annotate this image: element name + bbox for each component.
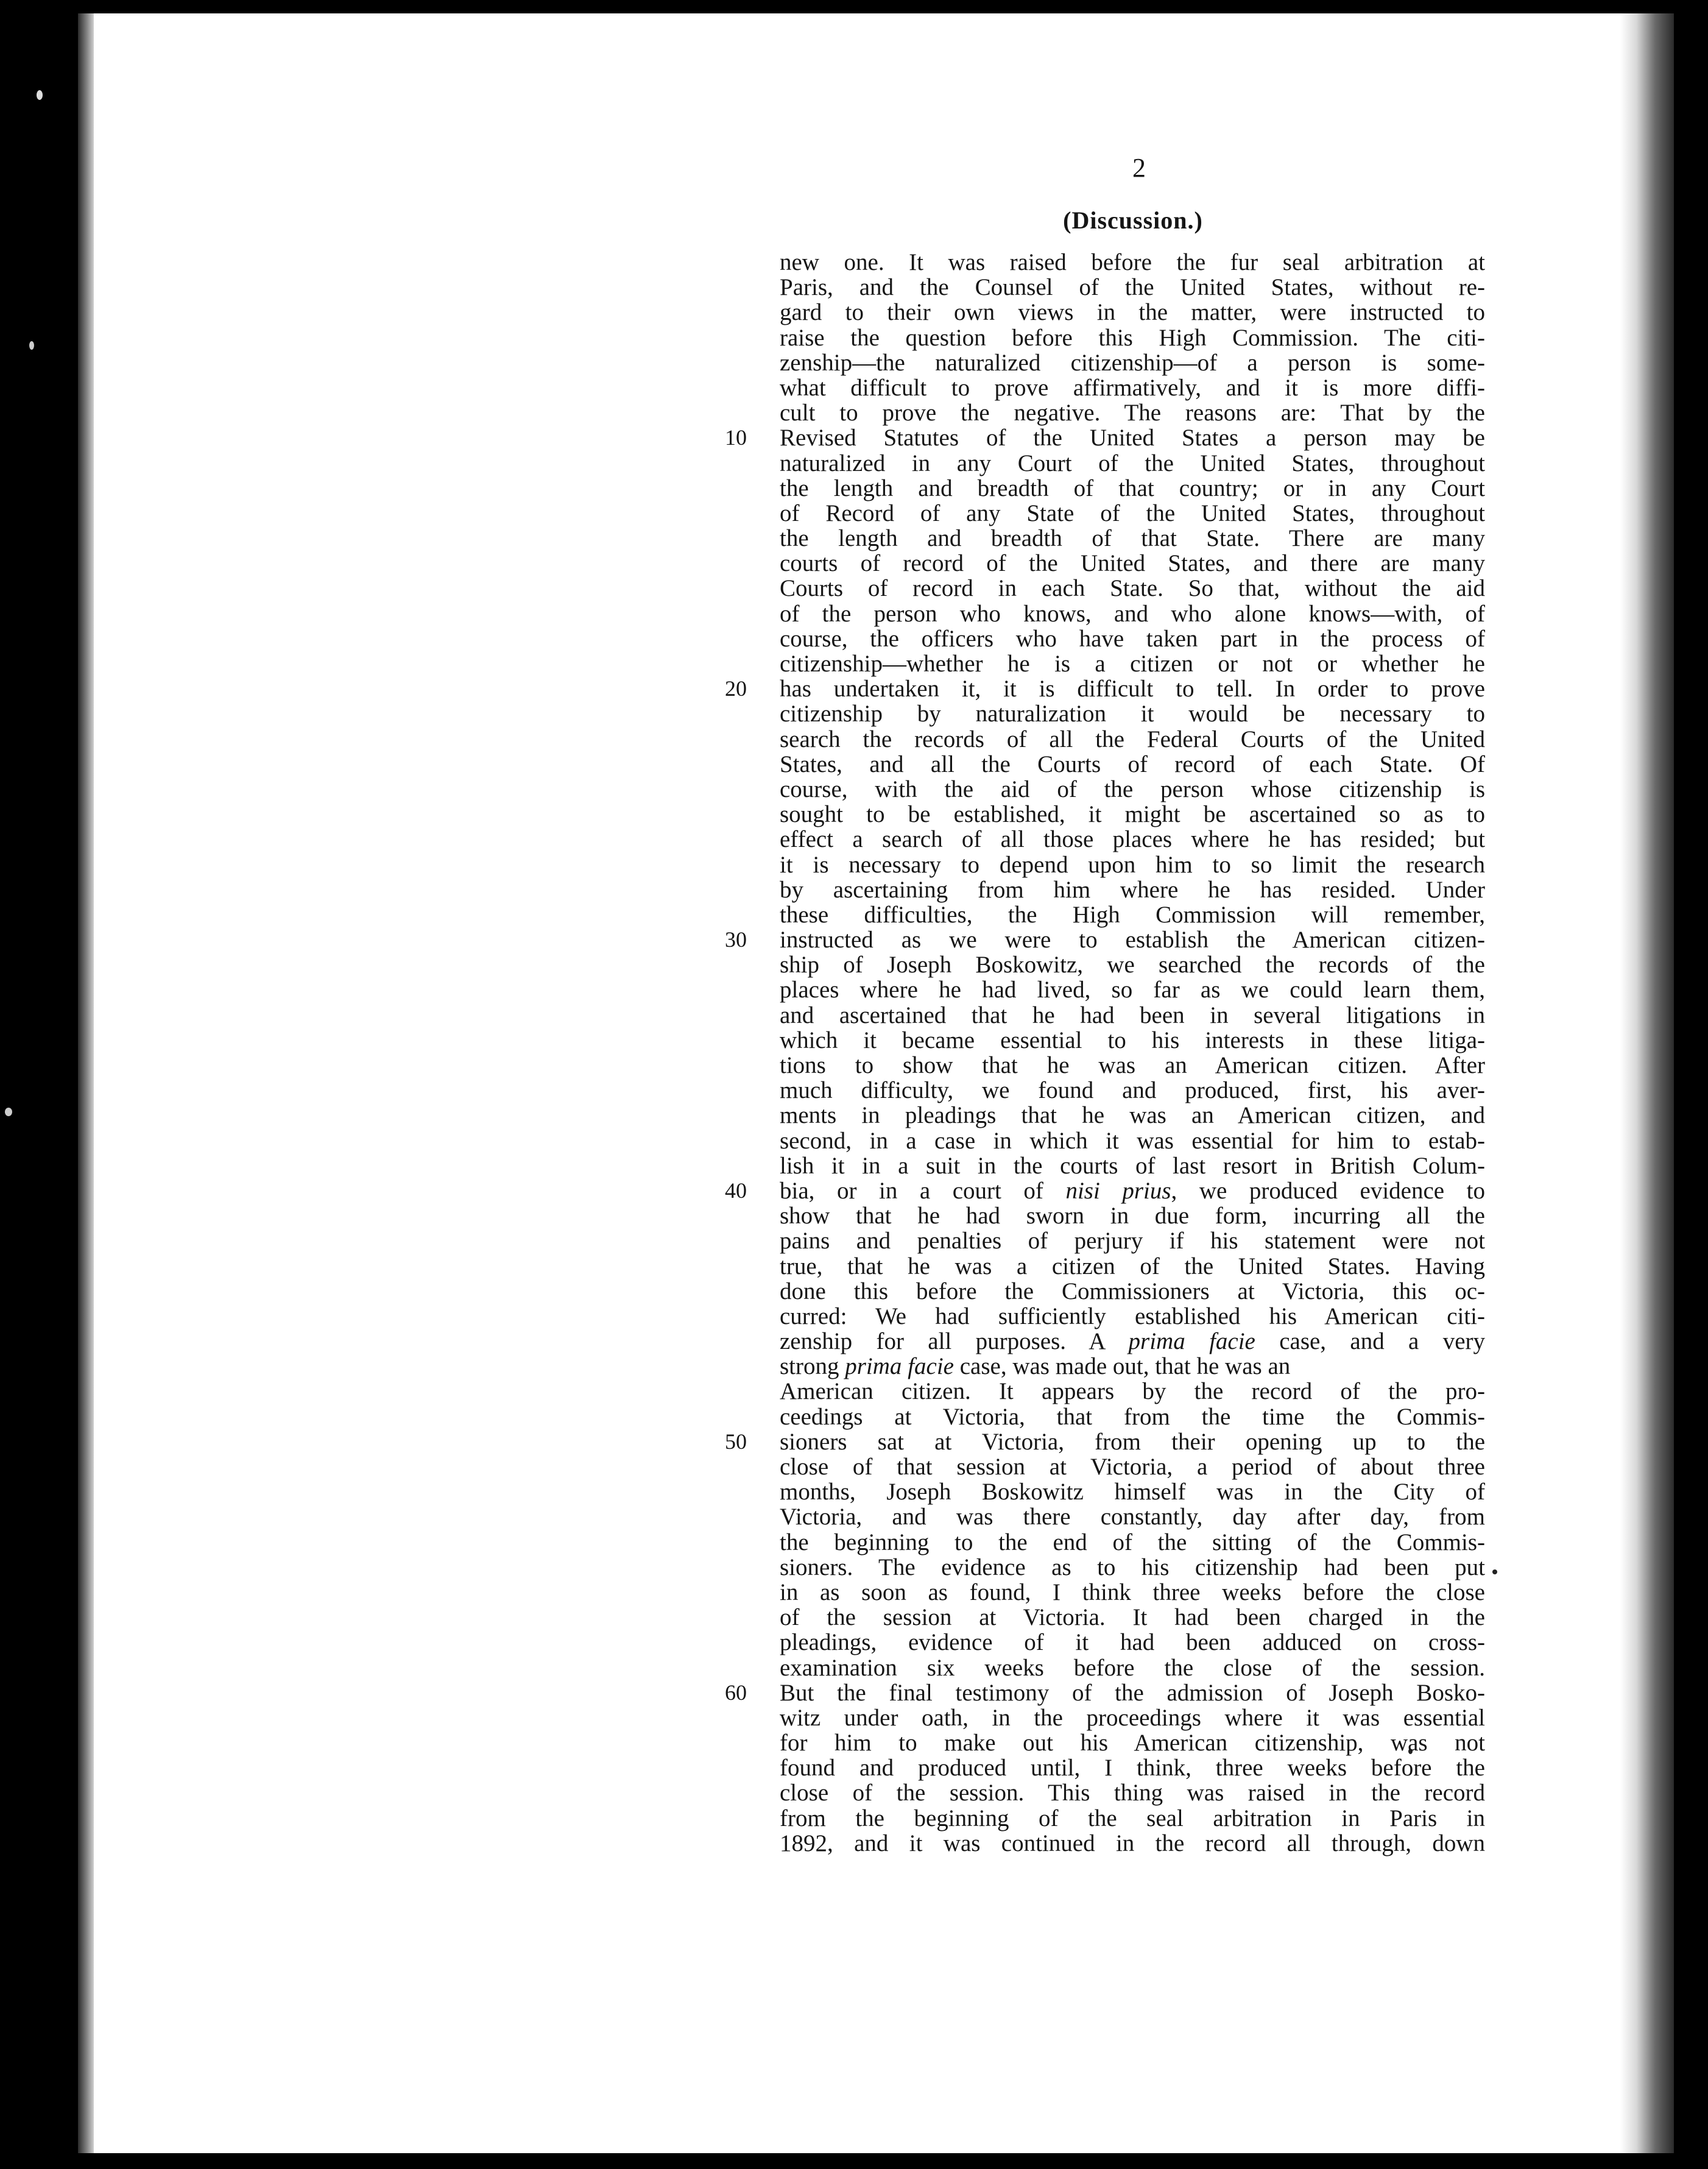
line-text: pains and penalties of perjury if his statement were not bbox=[780, 1228, 1485, 1254]
line-text: places where he had lived, so far as we could learn them, bbox=[780, 977, 1485, 1003]
line-text: Victoria, and was there constantly, day after day, from bbox=[780, 1504, 1485, 1530]
text-line bbox=[780, 1705, 1485, 1730]
page-binding-shadow bbox=[78, 0, 94, 2169]
text-line bbox=[780, 1003, 1485, 1028]
text-line bbox=[780, 727, 1485, 752]
text-line bbox=[780, 1655, 1485, 1680]
text-line bbox=[780, 250, 1485, 275]
text-line bbox=[780, 777, 1485, 802]
line-number: 40 bbox=[725, 1178, 747, 1203]
scan-border-right bbox=[1674, 0, 1708, 2169]
line-number: 50 bbox=[725, 1429, 747, 1454]
line-text: found and produced until, I think, three weeks before the bbox=[780, 1755, 1485, 1782]
text-line bbox=[725, 425, 1485, 451]
text-line bbox=[780, 1279, 1485, 1304]
text-line bbox=[780, 1329, 1485, 1354]
line-text: has undertaken it, it is difficult to tell. In order to prove bbox=[780, 676, 1485, 702]
text-line bbox=[780, 1479, 1485, 1504]
scan-speck bbox=[29, 341, 34, 350]
line-text: But the final testimony of the admission of Joseph Bosko- bbox=[780, 1679, 1485, 1706]
line-text: Courts of record in each State. So that, without the aid bbox=[780, 575, 1485, 602]
line-text: what difficult to prove affirmatively, and it is more diffi- bbox=[780, 374, 1485, 401]
text-line bbox=[780, 1454, 1485, 1479]
line-text: curred: We had sufficiently established his American citi- bbox=[780, 1303, 1485, 1329]
line-text: naturalized in any Court of the United States, throughout bbox=[780, 450, 1485, 476]
line-text-part: case, and a very bbox=[1255, 1328, 1485, 1355]
text-line bbox=[780, 576, 1485, 601]
text-line bbox=[780, 1580, 1485, 1605]
line-text: much difficulty, we found and produced, first, his aver- bbox=[780, 1077, 1485, 1104]
line-text: 1892, and it was continued in the record all through, down bbox=[780, 1830, 1485, 1856]
text-line bbox=[780, 752, 1485, 777]
line-text-part: strong bbox=[780, 1353, 845, 1380]
line-number: 60 bbox=[725, 1680, 747, 1705]
text-line bbox=[780, 1379, 1485, 1404]
italic-phrase: prima facie bbox=[1128, 1328, 1255, 1355]
page-edge-shadow bbox=[1620, 0, 1674, 2169]
text-line bbox=[780, 400, 1485, 425]
text-line bbox=[780, 1530, 1485, 1555]
text-line bbox=[780, 1605, 1485, 1630]
line-text: by ascertaining from him where he has resided. Under bbox=[780, 876, 1485, 903]
line-text: tions to show that he was an American citizen. After bbox=[780, 1052, 1485, 1078]
text-line bbox=[780, 526, 1485, 551]
line-text: sioners sat at Victoria, from their opening up to the bbox=[780, 1428, 1485, 1455]
text-line bbox=[780, 1354, 1485, 1379]
text-line bbox=[780, 1404, 1485, 1429]
line-text: and ascertained that he had been in several litigations in bbox=[780, 1002, 1485, 1028]
line-text bbox=[780, 1178, 1485, 1204]
line-text: ship of Joseph Boskowitz, we searched the records of the bbox=[780, 952, 1485, 978]
text-line bbox=[780, 451, 1485, 476]
text-line bbox=[780, 1630, 1485, 1655]
scan-border-top bbox=[0, 0, 1708, 13]
line-text: Revised Statutes of the United States a person may be bbox=[780, 425, 1485, 451]
line-text-part: case, was made out, that he was an bbox=[953, 1353, 1291, 1380]
text-line bbox=[780, 1078, 1485, 1103]
line-text-part: , we produced evidence to bbox=[1171, 1177, 1485, 1204]
section-heading: (Discussion.) bbox=[1063, 207, 1203, 234]
line-text: course, the officers who have taken part in the process of bbox=[780, 625, 1485, 652]
page-number: 2 bbox=[1132, 153, 1146, 183]
text-line bbox=[725, 927, 1485, 954]
text-line bbox=[780, 802, 1485, 827]
line-text: close of that session at Victoria, a period of about three bbox=[780, 1454, 1485, 1480]
line-text: ments in pleadings that he was an American citizen, and bbox=[780, 1102, 1485, 1129]
text-line bbox=[780, 852, 1485, 877]
line-text: new one. It was raised before the fur seal arbitration at bbox=[780, 249, 1485, 275]
text-line bbox=[780, 1203, 1485, 1228]
line-text bbox=[780, 1354, 1290, 1379]
text-line bbox=[780, 1730, 1485, 1755]
line-text: done this before the Commissioners at Victoria, this oc- bbox=[780, 1278, 1485, 1304]
text-line bbox=[725, 1679, 1485, 1706]
text-line bbox=[780, 1228, 1485, 1253]
line-text: citizenship—whether he is a citizen or not or whether he bbox=[780, 651, 1485, 677]
line-text: close of the session. This thing was raised in the record bbox=[780, 1780, 1485, 1806]
line-text: of the person who knows, and who alone knows—with, of bbox=[780, 600, 1485, 627]
text-line bbox=[780, 300, 1485, 325]
line-text: the length and breadth of that country; or in any Court bbox=[780, 475, 1485, 501]
scan-speck bbox=[1492, 1569, 1497, 1574]
text-line bbox=[780, 601, 1485, 626]
text-line bbox=[780, 1806, 1485, 1831]
line-number: 30 bbox=[725, 927, 747, 952]
line-text: true, that he was a citizen of the United States. Having bbox=[780, 1253, 1485, 1279]
text-line bbox=[780, 1103, 1485, 1128]
text-line bbox=[780, 1028, 1485, 1053]
text-line bbox=[780, 1153, 1485, 1178]
scan-border-bottom bbox=[0, 2153, 1708, 2169]
body-text bbox=[725, 249, 1485, 1856]
text-line bbox=[780, 701, 1485, 726]
line-text: lish it in a suit in the courts of last resort in British Colum- bbox=[780, 1152, 1485, 1179]
text-line bbox=[725, 1428, 1485, 1455]
line-text: American citizen. It appears by the record of the pro- bbox=[780, 1378, 1485, 1405]
line-text: gard to their own views in the matter, were instructed to bbox=[780, 299, 1485, 326]
line-text: Paris, and the Counsel of the United States, without re- bbox=[780, 274, 1485, 301]
text-line bbox=[725, 1177, 1485, 1204]
line-text: from the beginning of the seal arbitration in Paris in bbox=[780, 1805, 1485, 1831]
text-line bbox=[780, 827, 1485, 852]
text-line bbox=[780, 1504, 1485, 1529]
line-text: in as soon as found, I think three weeks before the close bbox=[780, 1579, 1485, 1605]
line-text: the length and breadth of that State. There are many bbox=[780, 525, 1485, 552]
text-line bbox=[780, 651, 1485, 676]
line-text: of the session at Victoria. It had been charged in the bbox=[780, 1604, 1485, 1631]
italic-phrase: nisi prius bbox=[1065, 1177, 1171, 1204]
text-line bbox=[780, 626, 1485, 651]
line-text: course, with the aid of the person whose citizenship is bbox=[780, 776, 1485, 802]
text-line bbox=[780, 501, 1485, 526]
line-number: 10 bbox=[725, 425, 747, 450]
text-line bbox=[780, 325, 1485, 350]
line-text: raise the question before this High Commission. The citi- bbox=[780, 324, 1485, 351]
line-text: show that he had sworn in due form, incurring all the bbox=[780, 1203, 1485, 1230]
text-line bbox=[780, 1780, 1485, 1805]
line-text: courts of record of the United States, and there are many bbox=[780, 550, 1485, 577]
text-line bbox=[780, 375, 1485, 400]
line-text: examination six weeks before the close of the session. bbox=[780, 1654, 1485, 1681]
line-text-part: zenship for all purposes. A bbox=[780, 1328, 1129, 1355]
line-number: 20 bbox=[725, 676, 747, 701]
line-text: citizenship by naturalization it would be necessary to bbox=[780, 701, 1485, 727]
text-line bbox=[780, 1304, 1485, 1329]
line-text: cult to prove the negative. The reasons are: That by the bbox=[780, 400, 1485, 426]
italic-phrase: prima facie bbox=[845, 1353, 954, 1380]
scan-speck bbox=[37, 90, 43, 100]
line-text: ceedings at Victoria, that from the time the Commis- bbox=[780, 1403, 1485, 1430]
text-line bbox=[780, 977, 1485, 1002]
text-line bbox=[780, 1755, 1485, 1780]
line-text: zenship—the naturalized citizenship—of a person is some- bbox=[780, 349, 1485, 376]
text-line bbox=[780, 1831, 1485, 1856]
text-line bbox=[725, 676, 1485, 702]
text-line bbox=[780, 1555, 1485, 1580]
text-line bbox=[780, 275, 1485, 300]
text-line bbox=[780, 952, 1485, 977]
line-text: search the records of all the Federal Courts of the United bbox=[780, 726, 1485, 752]
line-text: it is necessary to depend upon him to so limit the research bbox=[780, 851, 1485, 878]
text-line bbox=[780, 877, 1485, 902]
line-text: months, Joseph Boskowitz himself was in the City of bbox=[780, 1479, 1485, 1506]
line-text: sioners. The evidence as to his citizenship had been put bbox=[780, 1554, 1485, 1580]
line-text: witz under oath, in the proceedings where it was essential bbox=[780, 1704, 1485, 1731]
text-line bbox=[780, 1053, 1485, 1078]
text-line bbox=[780, 1254, 1485, 1279]
line-text: sought to be established, it might be ascertained so as to bbox=[780, 801, 1485, 828]
line-text: these difficulties, the High Commission will remember, bbox=[780, 901, 1485, 928]
scan-speck bbox=[5, 1108, 12, 1116]
line-text: States, and all the Courts of record of each State. Of bbox=[780, 751, 1485, 777]
text-line bbox=[780, 551, 1485, 576]
text-line bbox=[780, 350, 1485, 375]
text-line bbox=[780, 1128, 1485, 1153]
line-text bbox=[780, 1328, 1485, 1354]
line-text: pleadings, evidence of it had been adduced on cross- bbox=[780, 1629, 1485, 1656]
text-line bbox=[780, 476, 1485, 501]
line-text: instructed as we were to establish the American citizen- bbox=[780, 927, 1485, 954]
text-line bbox=[780, 902, 1485, 927]
line-text: second, in a case in which it was essential for him to estab- bbox=[780, 1127, 1485, 1154]
line-text: effect a search of all those places where he has resided; but bbox=[780, 826, 1485, 853]
line-text: for him to make out his American citizenship, was not bbox=[780, 1730, 1485, 1757]
line-text: which it became essential to his interests in these litiga- bbox=[780, 1027, 1485, 1053]
line-text-part: bia, or in a court of bbox=[780, 1177, 1066, 1204]
line-text: of Record of any State of the United States, throughout bbox=[780, 500, 1485, 526]
line-text: the beginning to the end of the sitting of the Commis- bbox=[780, 1529, 1485, 1555]
